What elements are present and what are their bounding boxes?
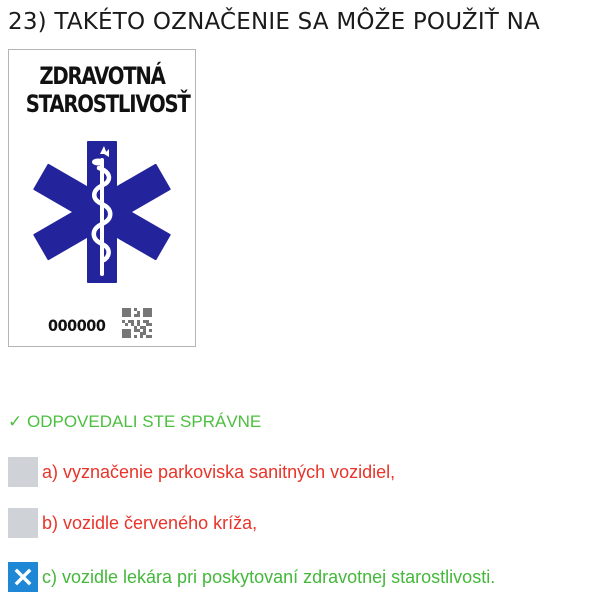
qr-code-icon	[122, 308, 152, 338]
answer-option-b[interactable]	[8, 508, 257, 538]
question-title: 23) TAKÉTO OZNAČENIE SA MÔŽE POUŽIŤ NA	[8, 9, 540, 35]
star-of-life-icon	[22, 141, 182, 283]
result-message	[8, 412, 261, 432]
sign-title-line2: STAROSTLIVOSŤ	[25, 90, 190, 118]
answer-b-checkbox[interactable]	[8, 508, 38, 538]
sign-title-line1: ZDRAVOTNÁ	[39, 62, 165, 90]
answer-option-c[interactable]	[8, 562, 495, 592]
answer-a-label[interactable]: a) vyznačenie parkoviska sanitných vozidiel,	[42, 461, 396, 482]
answer-option-a[interactable]	[8, 457, 395, 487]
answer-a-checkbox[interactable]	[8, 457, 38, 487]
x-mark-icon	[14, 568, 32, 586]
check-mark-icon: ✓	[8, 412, 23, 431]
result-text: ODPOVEDALI STE SPRÁVNE	[26, 412, 262, 431]
answer-c-checkbox[interactable]	[8, 562, 38, 592]
medical-care-sign-image	[8, 49, 196, 347]
answer-b-label[interactable]: b) vozidle červeného kríža,	[42, 512, 258, 533]
answer-c-label[interactable]: c) vozidle lekára pri poskytovaní zdravotnej starostlivosti.	[42, 566, 496, 587]
sign-serial-number: 000000	[48, 316, 106, 335]
